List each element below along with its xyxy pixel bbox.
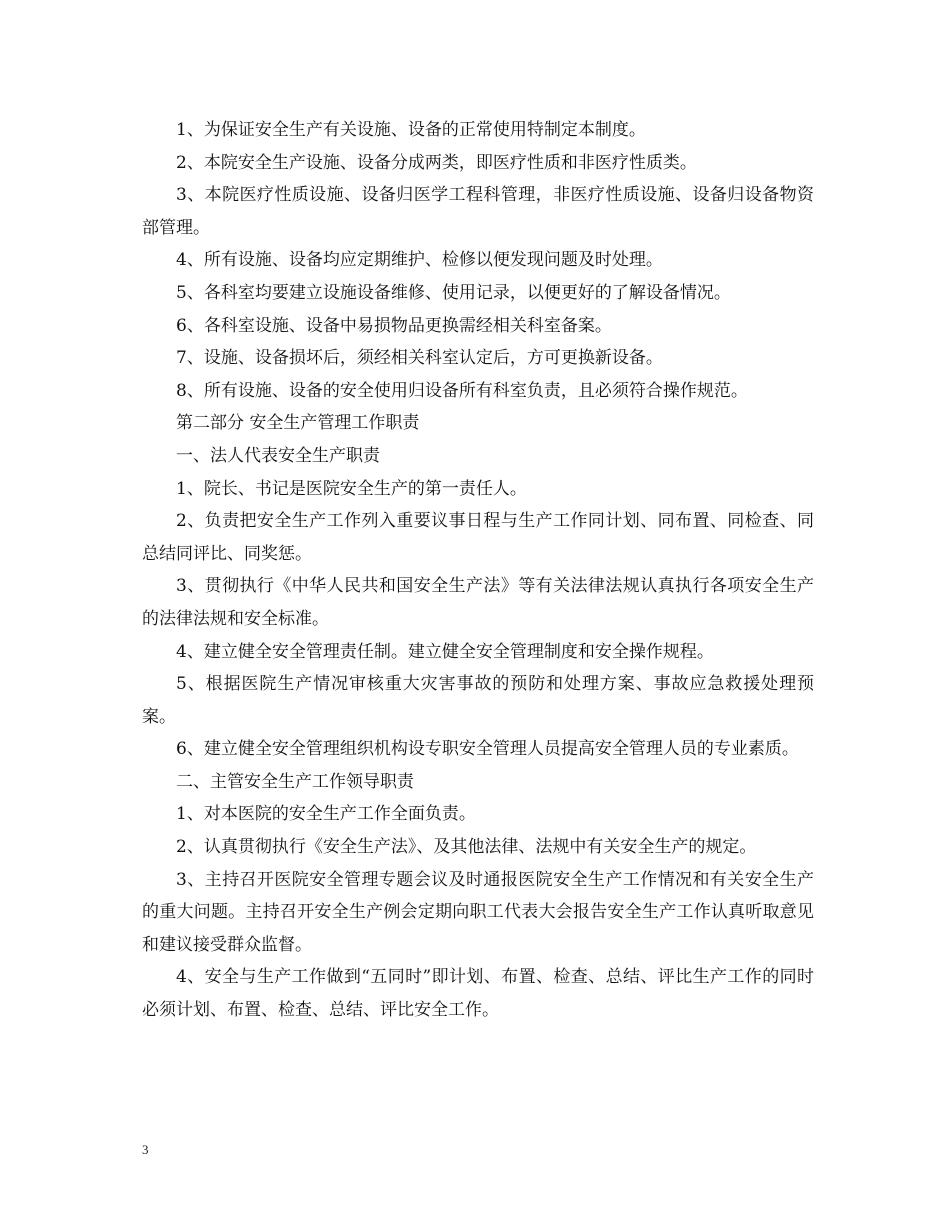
subsection-heading: 一、法人代表安全生产职责: [176, 445, 380, 466]
paragraph: 4、所有设施、设备均应定期维护、检修以便发现问题及时处理。: [176, 250, 663, 271]
paragraph: 7、设施、设备损坏后，须经相关科室认定后，方可更换新设备。: [176, 348, 663, 369]
paragraph: 1、为保证安全生产有关设施、设备的正常使用特制定本制度。: [176, 120, 646, 140]
paragraph: 6、建立健全安全管理组织机构设专职安全管理人员提高安全管理人员的专业素质。: [176, 739, 799, 760]
paragraph: 6、各科室设施、设备中易损物品更换需经相关科室备案。: [176, 315, 612, 336]
paragraph: 5、根据医院生产情况审核重大灾害事故的预防和处理方案、事故应急救援处理预案。: [142, 674, 814, 727]
paragraph: 1、院长、书记是医院安全生产的第一责任人。: [176, 478, 527, 499]
paragraph: 3、主持召开医院安全管理专题会议及时通报医院安全生产工作情况和有关安全生产的重大问题。主持召开安全生产例会定期向职工代表大会报告安全生产工作认真听取意见和建议接受群众监督。: [142, 869, 814, 955]
document-body: [142, 114, 814, 1027]
paragraph: 3、本院医疗性质设施、设备归医学工程科管理，非医疗性质设施、设备归设备物资部管理。: [142, 185, 814, 238]
paragraph: 2、负责把安全生产工作列入重要议事日程与生产工作同计划、同布置、同检查、同总结同评比、同奖惩。: [142, 511, 814, 564]
page-number: 3: [142, 1142, 149, 1157]
paragraph: 8、所有设施、设备的安全使用归设备所有科室负责，且必须符合操作规范。: [176, 380, 748, 401]
paragraph: 2、认真贯彻执行《安全生产法》、及其他法律、法规中有关安全生产的规定。: [176, 837, 757, 858]
paragraph: 4、建立健全安全管理责任制。建立健全安全管理制度和安全操作规程。: [176, 641, 714, 662]
paragraph: 1、对本医院的安全生产工作全面负责。: [176, 804, 476, 825]
paragraph: 2、本院安全生产设施、设备分成两类，即医疗性质和非医疗性质类。: [176, 152, 697, 173]
paragraph: 3、贯彻执行《中华人民共和国安全生产法》等有关法律法规认真执行各项安全生产的法律法规和安全标准。: [142, 576, 814, 629]
paragraph: 5、各科室均要建立设施设备维修、使用记录，以便更好的了解设备情况。: [176, 282, 731, 303]
subsection-heading: 二、主管安全生产工作领导职责: [176, 771, 414, 792]
paragraph: 4、安全与生产工作做到“五同时”即计划、布置、检查、总结、评比生产工作的同时必须计划、布置、检查、总结、评比安全工作。: [142, 967, 814, 1021]
section-heading: 第二部分 安全生产管理工作职责: [176, 413, 420, 434]
